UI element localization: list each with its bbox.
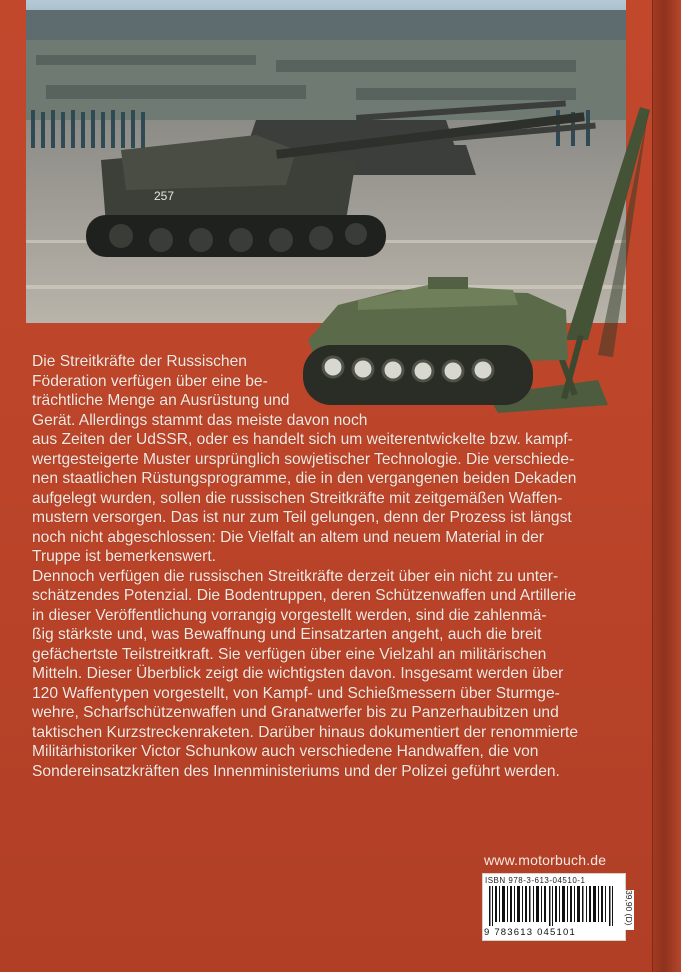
back-cover-blurb	[32, 352, 632, 781]
isbn-label: ISBN 978-3-613-04510-1	[485, 876, 586, 885]
book-spine	[652, 0, 681, 972]
barcode-bars	[485, 886, 621, 926]
barcode	[482, 873, 626, 941]
ean-digits: 9 783613 045101	[484, 927, 576, 938]
publisher-url: www.motorbuch.de	[484, 852, 607, 868]
blurb-paragraph: Die Streitkräfte der Russischen Föderation verfügen über eine be- trächtliche Menge an Ausrüstung und Gerät. Allerdings stammt das meiste davon noch aus Zeiten der UdSSR, oder es handelt sich um weiterentwickelte bzw. kampf- wertgesteigerte Muster ursprünglich sowjetischer Technologie. Die verschiede- nen staatlichen Rüstungsprogramme, die in den vergangenen beiden Dekaden aufgelegt wurden, sollen die russischen Streitkräfte mit zeitgemäßen Waffen- mustern versorgen. Das ist nur zum Teil gelungen, denn der Prozess ist längst noch nicht abgeschlossen: Die Vielfalt an altem und neuem Material in der Truppe ist bemerkenswert.	[32, 353, 577, 565]
vehicle-number: 257	[154, 189, 175, 203]
price-label: 39,90 (D)	[622, 890, 634, 930]
blurb-paragraph: Dennoch verfügen die russischen Streitkräfte derzeit über ein nicht zu unter- schätzendes Potenzial. Die Bodentruppen, deren Schützenwaffen und Artillerie in dieser Veröffentlichung vorrangig vorgestellt werden, sind die zahlenmä- ßig stärkste und, was Bewaffnung und Einsatzarten angeht, auch die breit gefächertste Teilstreitkraft. Sie verfügen über eine Vielzahl an militärischen Mitteln. Dieser Überblick zeigt die wichtigsten davon. Insgesamt werden über 120 Waffentypen vorgestellt, von Kampf- und Schießmessern über Sturmge- wehre, Scharfschützenwaffen und Granatwerfer bis zu Panzerhaubitzen und taktischen Kurzstreckenraketen. Darüber hinaus dokumentiert der renommierte Militärhistoriker Victor Schunkow auch verschiedene Handwaffen, die von Sondereinsatzkräften des Innenministeriums und der Polizei geführt werden.	[32, 567, 579, 780]
